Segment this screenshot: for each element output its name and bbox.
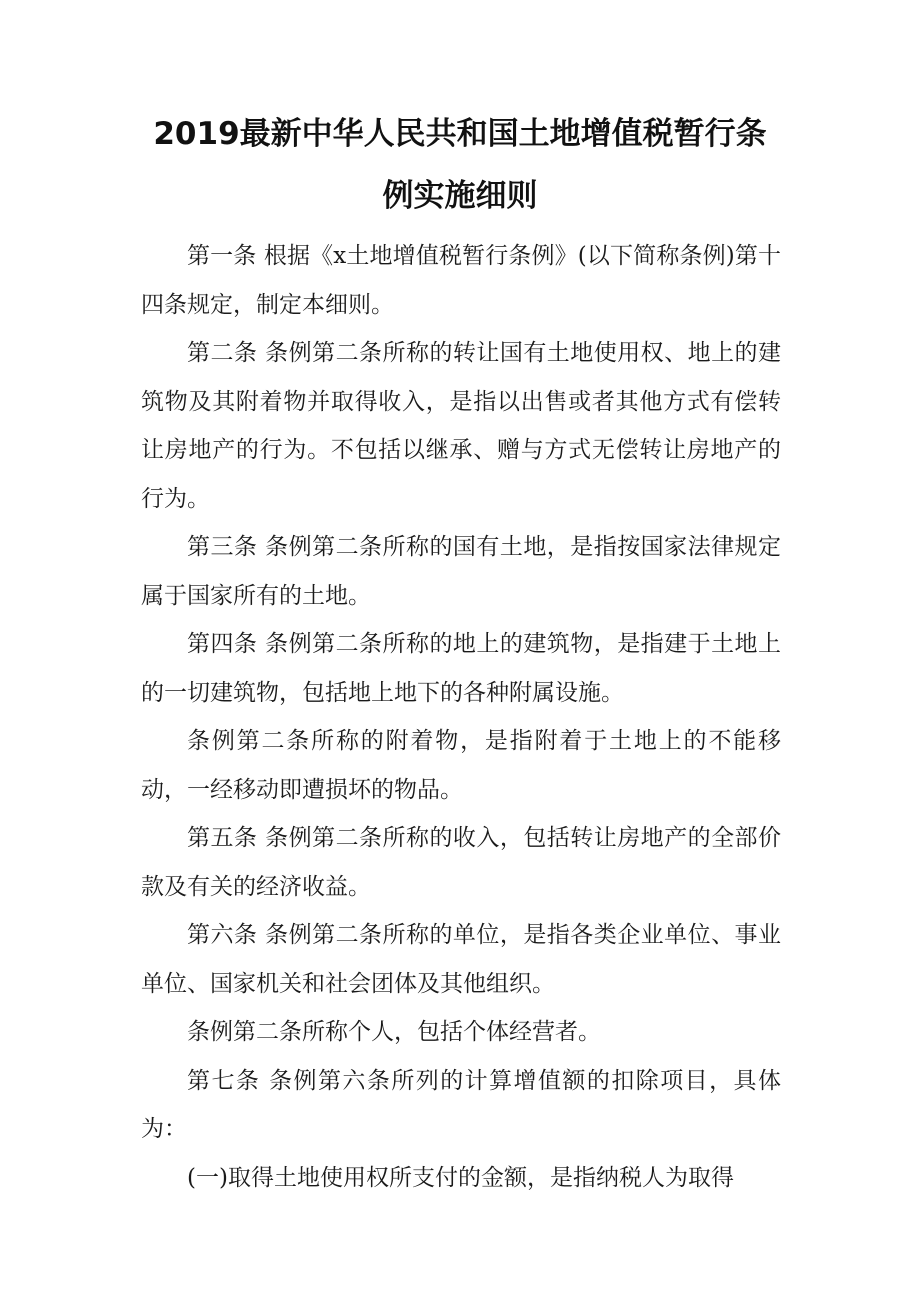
paragraph-article-4: 第四条 条例第二条所称的地上的建筑物，是指建于土地上的一切建筑物，包括地上地下的各种附属设施。 xyxy=(141,631,781,706)
paragraph-article-5: 第五条 条例第二条所称的收入，包括转让房地产的全部价款及有关的经济收益。 xyxy=(141,825,781,900)
paragraph-article-7-item-1: (一)取得土地使用权所支付的金额，是指纳税人为取得 xyxy=(187,1164,734,1191)
document-body xyxy=(141,232,781,1202)
paragraph-article-2: 第二条 条例第二条所称的转让国有土地使用权、地上的建筑物及其附着物并取得收入，是指以出售或者其他方式有偿转让房地产的行为。不包括以继承、赠与方式无偿转让房地产的行为。 xyxy=(141,340,781,512)
paragraph-article-6: 第六条 条例第二条所称的单位，是指各类企业单位、事业单位、国家机关和社会团体及其他组织。 xyxy=(141,922,781,997)
paragraph-article-1: 第一条 根据《x土地增值税暂行条例》(以下简称条例)第十四条规定，制定本细则。 xyxy=(141,243,781,318)
document-title-line-2: 例实施细则 xyxy=(382,178,538,214)
paragraph-article-7: 第七条 条例第六条所列的计算增值额的扣除项目，具体为： xyxy=(141,1067,781,1142)
paragraph-article-4-attachments: 条例第二条所称的附着物，是指附着于土地上的不能移动，一经移动即遭损坏的物品。 xyxy=(141,728,781,803)
paragraph-article-3: 第三条 条例第二条所称的国有土地，是指按国家法律规定属于国家所有的土地。 xyxy=(141,534,781,609)
paragraph-article-6-individuals: 条例第二条所称个人，包括个体经营者。 xyxy=(187,1019,601,1045)
document-title-line-1: 2019最新中华人民共和国土地增值税暂行条 xyxy=(153,116,767,152)
